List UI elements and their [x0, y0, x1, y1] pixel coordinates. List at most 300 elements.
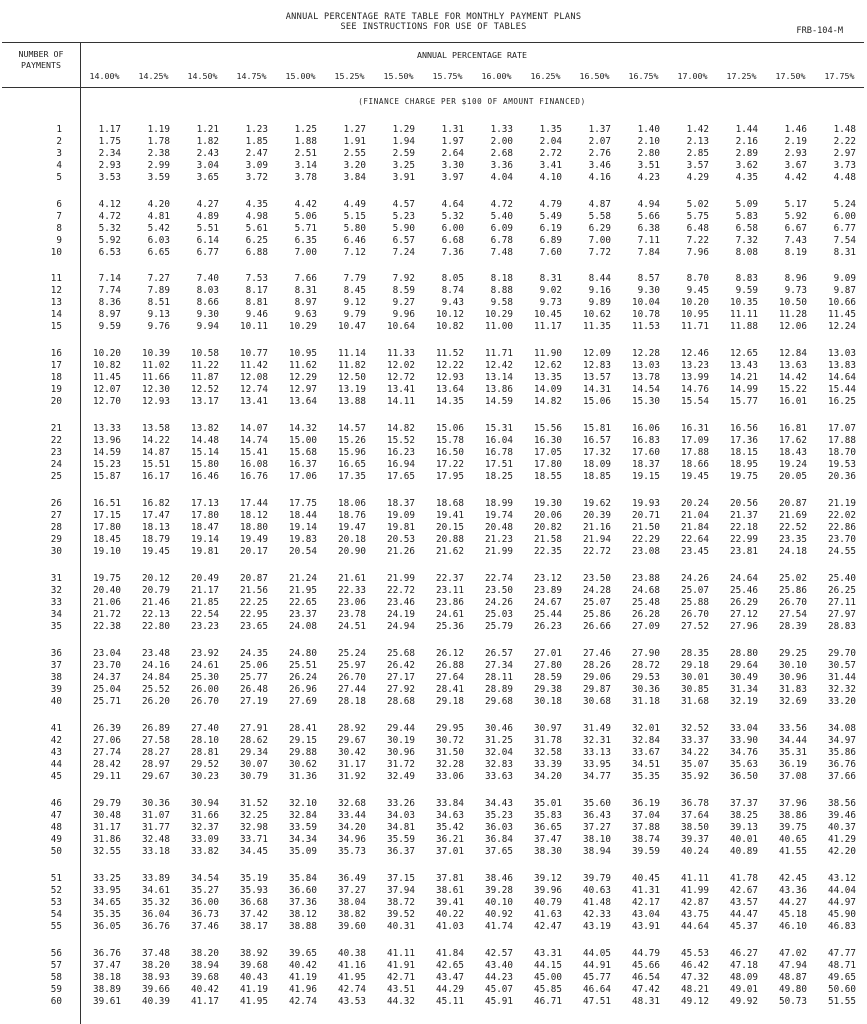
- finance-charge-cell: 31.78: [534, 735, 562, 746]
- finance-charge-cell: 21.99: [387, 573, 415, 584]
- finance-charge-cell: 37.48: [142, 948, 170, 959]
- finance-charge-cell: 1.91: [343, 136, 366, 147]
- finance-charge-cell: 7.43: [784, 235, 807, 246]
- finance-charge-cell: 14.64: [828, 372, 856, 383]
- finance-charge-cell: 16.06: [632, 423, 660, 434]
- finance-charge-cell: 20.12: [142, 573, 170, 584]
- finance-charge-cell: 35.32: [142, 897, 170, 908]
- finance-charge-cell: 11.35: [583, 321, 611, 332]
- finance-charge-cell: 6.03: [147, 235, 170, 246]
- finance-charge-cell: 38.20: [191, 948, 219, 959]
- finance-charge-cell: 35.35: [93, 909, 121, 920]
- table-row: [2, 360, 864, 372]
- finance-charge-cell: 39.61: [93, 996, 121, 1007]
- finance-charge-cell: 21.62: [436, 546, 464, 557]
- payment-number: 39: [50, 684, 62, 695]
- finance-charge-cell: 35.73: [338, 846, 366, 857]
- table-row: [2, 498, 864, 510]
- finance-charge-cell: 21.94: [583, 534, 611, 545]
- finance-charge-cell: 33.63: [485, 771, 513, 782]
- finance-charge-cell: 4.57: [392, 199, 415, 210]
- finance-charge-cell: 6.25: [245, 235, 268, 246]
- finance-charge-cell: 25.04: [93, 684, 121, 695]
- finance-charge-cell: 34.77: [583, 771, 611, 782]
- finance-charge-cell: 4.29: [686, 172, 709, 183]
- finance-charge-cell: 14.82: [387, 423, 415, 434]
- finance-charge-cell: 18.95: [730, 459, 758, 470]
- row-group: [2, 199, 864, 259]
- payment-number: 30: [50, 546, 62, 557]
- finance-charge-cell: 9.27: [392, 297, 415, 308]
- finance-charge-cell: 19.75: [730, 471, 758, 482]
- finance-charge-cell: 7.74: [98, 285, 121, 296]
- finance-charge-cell: 32.69: [779, 696, 807, 707]
- finance-charge-cell: 10.47: [338, 321, 366, 332]
- finance-charge-cell: 23.78: [338, 609, 366, 620]
- finance-charge-cell: 6.38: [637, 223, 660, 234]
- finance-charge-cell: 17.80: [93, 522, 121, 533]
- finance-charge-cell: 34.81: [387, 822, 415, 833]
- finance-charge-cell: 30.94: [191, 798, 219, 809]
- finance-charge-cell: 22.33: [338, 585, 366, 596]
- finance-charge-cell: 49.92: [730, 996, 758, 1007]
- finance-charge-cell: 29.67: [338, 735, 366, 746]
- finance-charge-cell: 38.46: [485, 873, 513, 884]
- finance-charge-cell: 24.26: [485, 597, 513, 608]
- finance-charge-cell: 24.08: [289, 621, 317, 632]
- rate-header-cell: 15.00%: [285, 71, 316, 81]
- finance-charge-cell: 6.67: [784, 223, 807, 234]
- payment-number: 15: [50, 321, 62, 332]
- finance-charge-cell: 32.10: [289, 798, 317, 809]
- table-row: [2, 423, 864, 435]
- finance-charge-cell: 26.57: [485, 648, 513, 659]
- finance-charge-cell: 38.56: [828, 798, 856, 809]
- finance-charge-cell: 4.35: [735, 172, 758, 183]
- finance-charge-cell: 20.39: [583, 510, 611, 521]
- finance-charge-cell: 44.97: [828, 897, 856, 908]
- finance-charge-cell: 4.10: [539, 172, 562, 183]
- finance-charge-cell: 30.01: [681, 672, 709, 683]
- finance-charge-cell: 44.04: [828, 885, 856, 896]
- finance-charge-cell: 5.49: [539, 211, 562, 222]
- finance-charge-cell: 4.64: [441, 199, 464, 210]
- finance-charge-cell: 8.31: [294, 285, 317, 296]
- finance-charge-cell: 17.35: [338, 471, 366, 482]
- table-row: [2, 247, 864, 259]
- table-row: [2, 510, 864, 522]
- finance-charge-cell: 25.07: [583, 597, 611, 608]
- finance-charge-cell: 42.71: [387, 972, 415, 983]
- finance-charge-cell: 16.76: [240, 471, 268, 482]
- finance-charge-cell: 33.39: [534, 759, 562, 770]
- finance-charge-cell: 6.65: [147, 247, 170, 258]
- finance-charge-cell: 7.84: [637, 247, 660, 258]
- finance-charge-cell: 4.48: [833, 172, 856, 183]
- finance-charge-cell: 36.00: [191, 897, 219, 908]
- finance-charge-cell: 3.41: [539, 160, 562, 171]
- finance-charge-cell: 41.16: [338, 960, 366, 971]
- finance-charge-cell: 27.80: [534, 660, 562, 671]
- finance-charge-cell: 37.01: [436, 846, 464, 857]
- finance-charge-cell: 26.70: [191, 696, 219, 707]
- table-row: [2, 235, 864, 247]
- finance-charge-cell: 26.28: [632, 609, 660, 620]
- table-row: [2, 321, 864, 333]
- finance-charge-cell: 23.89: [534, 585, 562, 596]
- rate-header-cell: 16.75%: [628, 71, 659, 81]
- number-of-payments-header: NUMBER OF PAYMENTS: [18, 49, 64, 70]
- table-row: [2, 921, 864, 933]
- finance-charge-cell: 38.25: [730, 810, 758, 821]
- finance-charge-cell: 32.58: [534, 747, 562, 758]
- rate-header-cell: 17.75%: [824, 71, 855, 81]
- payment-number: 41: [50, 723, 62, 734]
- finance-charge-cell: 12.24: [828, 321, 856, 332]
- row-group: [2, 273, 864, 333]
- finance-charge-cell: 26.70: [338, 672, 366, 683]
- finance-charge-cell: 10.58: [191, 348, 219, 359]
- finance-charge-cell: 16.23: [387, 447, 415, 458]
- finance-charge-cell: 20.48: [485, 522, 513, 533]
- finance-charge-cell: 9.73: [784, 285, 807, 296]
- finance-charge-cell: 12.02: [387, 360, 415, 371]
- finance-charge-cell: 19.81: [191, 546, 219, 557]
- finance-charge-cell: 4.72: [98, 211, 121, 222]
- finance-charge-cell: 33.26: [387, 798, 415, 809]
- finance-charge-cell: 28.72: [632, 660, 660, 671]
- payment-number: 7: [56, 211, 62, 222]
- payment-number: 44: [50, 759, 62, 770]
- row-group: [2, 723, 864, 783]
- payment-number: 29: [50, 534, 62, 545]
- finance-charge-cell: 41.95: [338, 972, 366, 983]
- finance-charge-cell: 24.37: [93, 672, 121, 683]
- finance-charge-cell: 28.18: [338, 696, 366, 707]
- finance-charge-cell: 24.61: [191, 660, 219, 671]
- payment-number: 3: [56, 148, 62, 159]
- finance-charge-cell: 26.70: [779, 597, 807, 608]
- finance-charge-cell: 28.62: [240, 735, 268, 746]
- finance-charge-cell: 8.81: [245, 297, 268, 308]
- finance-charge-cell: 2.10: [637, 136, 660, 147]
- finance-charge-cell: 14.76: [681, 384, 709, 395]
- finance-charge-cell: 38.17: [240, 921, 268, 932]
- finance-charge-cell: 20.06: [534, 510, 562, 521]
- finance-charge-cell: 39.96: [534, 885, 562, 896]
- finance-charge-cell: 42.57: [485, 948, 513, 959]
- finance-charge-cell: 10.82: [93, 360, 121, 371]
- finance-charge-cell: 19.47: [338, 522, 366, 533]
- finance-charge-cell: 22.95: [240, 609, 268, 620]
- finance-charge-cell: 44.47: [730, 909, 758, 920]
- finance-charge-cell: 8.08: [735, 247, 758, 258]
- finance-charge-cell: 2.43: [196, 148, 219, 159]
- finance-charge-cell: 15.78: [436, 435, 464, 446]
- finance-charge-cell: 28.97: [142, 759, 170, 770]
- finance-charge-cell: 4.89: [196, 211, 219, 222]
- finance-charge-cell: 27.40: [191, 723, 219, 734]
- finance-charge-cell: 41.96: [289, 984, 317, 995]
- finance-charge-cell: 18.76: [338, 510, 366, 521]
- finance-charge-cell: 3.59: [147, 172, 170, 183]
- finance-charge-cell: 41.91: [387, 960, 415, 971]
- finance-charge-cell: 5.83: [735, 211, 758, 222]
- table-row: [2, 984, 864, 996]
- finance-charge-cell: 14.57: [338, 423, 366, 434]
- finance-charge-cell: 29.70: [828, 648, 856, 659]
- finance-charge-cell: 8.19: [784, 247, 807, 258]
- finance-charge-cell: 10.66: [828, 297, 856, 308]
- finance-charge-cell: 32.68: [338, 798, 366, 809]
- finance-charge-cell: 20.87: [779, 498, 807, 509]
- finance-charge-cell: 20.87: [240, 573, 268, 584]
- finance-charge-cell: 16.04: [485, 435, 513, 446]
- finance-charge-cell: 5.32: [441, 211, 464, 222]
- finance-charge-cell: 11.88: [730, 321, 758, 332]
- finance-charge-cell: 18.12: [240, 510, 268, 521]
- finance-charge-cell: 39.66: [142, 984, 170, 995]
- finance-charge-cell: 18.66: [681, 459, 709, 470]
- finance-charge-cell: 19.14: [191, 534, 219, 545]
- finance-charge-cell: 44.23: [485, 972, 513, 983]
- finance-charge-cell: 19.45: [142, 546, 170, 557]
- finance-charge-cell: 16.01: [779, 396, 807, 407]
- table-row: [2, 909, 864, 921]
- finance-charge-cell: 36.78: [681, 798, 709, 809]
- finance-charge-cell: 22.29: [632, 534, 660, 545]
- finance-charge-cell: 4.04: [490, 172, 513, 183]
- finance-charge-cell: 34.63: [436, 810, 464, 821]
- finance-charge-cell: 22.25: [240, 597, 268, 608]
- finance-charge-cell: 30.68: [583, 696, 611, 707]
- finance-charge-cell: 32.01: [632, 723, 660, 734]
- finance-charge-cell: 5.06: [294, 211, 317, 222]
- finance-charge-cell: 34.43: [485, 798, 513, 809]
- finance-charge-cell: 3.97: [441, 172, 464, 183]
- finance-charge-cell: 8.97: [98, 309, 121, 320]
- finance-charge-cell: 26.48: [240, 684, 268, 695]
- finance-charge-cell: 7.96: [686, 247, 709, 258]
- finance-charge-cell: 5.09: [735, 199, 758, 210]
- finance-charge-cell: 26.88: [436, 660, 464, 671]
- finance-charge-cell: 29.34: [240, 747, 268, 758]
- finance-charge-cell: 40.38: [338, 948, 366, 959]
- finance-charge-cell: 16.37: [289, 459, 317, 470]
- finance-charge-cell: 1.21: [196, 124, 219, 135]
- finance-charge-cell: 38.74: [632, 834, 660, 845]
- finance-charge-cell: 12.07: [93, 384, 121, 395]
- finance-charge-cell: 6.35: [294, 235, 317, 246]
- finance-charge-cell: 26.70: [681, 609, 709, 620]
- finance-charge-cell: 16.50: [436, 447, 464, 458]
- finance-charge-cell: 11.82: [338, 360, 366, 371]
- finance-charge-cell: 4.94: [637, 199, 660, 210]
- finance-charge-cell: 14.22: [142, 435, 170, 446]
- finance-charge-cell: 32.25: [240, 810, 268, 821]
- finance-charge-cell: 33.56: [779, 723, 807, 734]
- finance-charge-cell: 13.03: [632, 360, 660, 371]
- finance-charge-cell: 8.57: [637, 273, 660, 284]
- finance-charge-cell: 21.06: [93, 597, 121, 608]
- finance-charge-cell: 29.38: [534, 684, 562, 695]
- finance-charge-cell: 27.06: [93, 735, 121, 746]
- finance-charge-cell: 13.57: [583, 372, 611, 383]
- finance-charge-cell: 16.31: [681, 423, 709, 434]
- finance-charge-cell: 29.52: [191, 759, 219, 770]
- finance-charge-cell: 12.50: [338, 372, 366, 383]
- finance-charge-cell: 11.62: [289, 360, 317, 371]
- table-row: [2, 124, 864, 136]
- finance-charge-cell: 14.32: [289, 423, 317, 434]
- finance-charge-cell: 1.19: [147, 124, 170, 135]
- finance-charge-cell: 37.46: [191, 921, 219, 932]
- finance-charge-cell: 31.83: [779, 684, 807, 695]
- finance-charge-cell: 7.79: [343, 273, 366, 284]
- finance-charge-cell: 27.91: [240, 723, 268, 734]
- finance-charge-cell: 23.50: [485, 585, 513, 596]
- finance-charge-cell: 11.87: [191, 372, 219, 383]
- finance-charge-cell: 31.50: [436, 747, 464, 758]
- finance-charge-cell: 36.19: [632, 798, 660, 809]
- payment-number: 16: [50, 348, 62, 359]
- finance-charge-cell: 12.28: [632, 348, 660, 359]
- finance-charge-cell: 38.12: [289, 909, 317, 920]
- finance-charge-cell: 18.37: [632, 459, 660, 470]
- finance-charge-cell: 7.89: [147, 285, 170, 296]
- finance-charge-cell: 35.35: [632, 771, 660, 782]
- form-number: FRB-104-M: [796, 26, 843, 36]
- finance-charge-cell: 27.92: [387, 684, 415, 695]
- finance-charge-cell: 15.44: [828, 384, 856, 395]
- finance-charge-cell: 8.96: [784, 273, 807, 284]
- payment-number: 56: [50, 948, 62, 959]
- finance-charge-cell: 39.65: [289, 948, 317, 959]
- finance-charge-cell: 7.36: [441, 247, 464, 258]
- finance-charge-cell: 37.96: [779, 798, 807, 809]
- finance-charge-cell: 46.27: [730, 948, 758, 959]
- finance-charge-cell: 34.03: [387, 810, 415, 821]
- finance-charge-cell: 38.10: [583, 834, 611, 845]
- finance-charge-cell: 41.19: [240, 984, 268, 995]
- finance-charge-cell: 15.96: [338, 447, 366, 458]
- finance-charge-cell: 30.46: [485, 723, 513, 734]
- finance-charge-cell: 5.92: [784, 211, 807, 222]
- finance-charge-cell: 12.97: [289, 384, 317, 395]
- finance-charge-cell: 46.64: [583, 984, 611, 995]
- finance-charge-cell: 2.07: [588, 136, 611, 147]
- finance-charge-cell: 39.79: [583, 873, 611, 884]
- finance-charge-note: (FINANCE CHARGE PER $100 OF AMOUNT FINANCED): [358, 97, 586, 106]
- finance-charge-cell: 20.54: [289, 546, 317, 557]
- finance-charge-cell: 10.20: [681, 297, 709, 308]
- finance-charge-cell: 18.45: [93, 534, 121, 545]
- finance-charge-cell: 37.08: [779, 771, 807, 782]
- table-row: [2, 798, 864, 810]
- finance-charge-cell: 8.83: [735, 273, 758, 284]
- finance-charge-cell: 9.96: [392, 309, 415, 320]
- finance-charge-cell: 26.24: [289, 672, 317, 683]
- finance-charge-cell: 24.67: [534, 597, 562, 608]
- finance-charge-cell: 41.03: [436, 921, 464, 932]
- finance-charge-cell: 36.76: [828, 759, 856, 770]
- finance-charge-cell: 29.25: [779, 648, 807, 659]
- finance-charge-cell: 38.94: [583, 846, 611, 857]
- finance-charge-cell: 2.00: [490, 136, 513, 147]
- payment-number: 38: [50, 672, 62, 683]
- table-row: [2, 223, 864, 235]
- finance-charge-cell: 35.63: [730, 759, 758, 770]
- finance-charge-cell: 34.22: [681, 747, 709, 758]
- finance-charge-cell: 38.20: [142, 960, 170, 971]
- finance-charge-cell: 1.37: [588, 124, 611, 135]
- finance-charge-cell: 38.30: [534, 846, 562, 857]
- finance-charge-cell: 31.44: [828, 672, 856, 683]
- finance-charge-cell: 11.00: [485, 321, 513, 332]
- finance-charge-cell: 37.37: [730, 798, 758, 809]
- table-row: [2, 759, 864, 771]
- finance-charge-cell: 33.37: [681, 735, 709, 746]
- table-row: [2, 996, 864, 1008]
- table-row: [2, 273, 864, 285]
- rate-header-cell: 14.00%: [89, 71, 120, 81]
- apr-header: ANNUAL PERCENTAGE RATE: [417, 50, 527, 60]
- finance-charge-cell: 10.29: [289, 321, 317, 332]
- finance-charge-cell: 11.28: [779, 309, 807, 320]
- finance-charge-cell: 25.86: [779, 585, 807, 596]
- finance-charge-cell: 50.73: [779, 996, 807, 1007]
- finance-charge-cell: 22.02: [828, 510, 856, 521]
- finance-charge-cell: 40.22: [436, 909, 464, 920]
- finance-charge-cell: 23.48: [142, 648, 170, 659]
- finance-charge-cell: 15.52: [387, 435, 415, 446]
- finance-charge-cell: 8.97: [294, 297, 317, 308]
- finance-charge-cell: 33.04: [730, 723, 758, 734]
- finance-charge-cell: 3.78: [294, 172, 317, 183]
- finance-charge-cell: 16.51: [93, 498, 121, 509]
- finance-charge-cell: 28.10: [191, 735, 219, 746]
- table-row: [2, 735, 864, 747]
- finance-charge-cell: 13.35: [534, 372, 562, 383]
- table-row: [2, 573, 864, 585]
- finance-charge-cell: 1.82: [196, 136, 219, 147]
- finance-charge-cell: 12.93: [436, 372, 464, 383]
- table-row: [2, 810, 864, 822]
- finance-charge-cell: 39.60: [338, 921, 366, 932]
- finance-charge-cell: 30.36: [632, 684, 660, 695]
- finance-charge-cell: 44.32: [387, 996, 415, 1007]
- finance-charge-cell: 18.85: [583, 471, 611, 482]
- finance-charge-cell: 11.66: [142, 372, 170, 383]
- payment-number: 11: [50, 273, 62, 284]
- finance-charge-cell: 43.75: [681, 909, 709, 920]
- finance-charge-cell: 45.77: [583, 972, 611, 983]
- finance-charge-cell: 9.09: [833, 273, 856, 284]
- table-row: [2, 435, 864, 447]
- finance-charge-cell: 22.99: [730, 534, 758, 545]
- finance-charge-cell: 14.42: [779, 372, 807, 383]
- finance-charge-cell: 26.23: [534, 621, 562, 632]
- finance-charge-cell: 27.90: [632, 648, 660, 659]
- table-row: [2, 372, 864, 384]
- finance-charge-cell: 32.28: [436, 759, 464, 770]
- finance-charge-cell: 28.42: [93, 759, 121, 770]
- finance-charge-cell: 31.77: [142, 822, 170, 833]
- finance-charge-cell: 3.62: [735, 160, 758, 171]
- finance-charge-cell: 22.37: [436, 573, 464, 584]
- finance-charge-cell: 1.27: [343, 124, 366, 135]
- finance-charge-cell: 2.55: [343, 148, 366, 159]
